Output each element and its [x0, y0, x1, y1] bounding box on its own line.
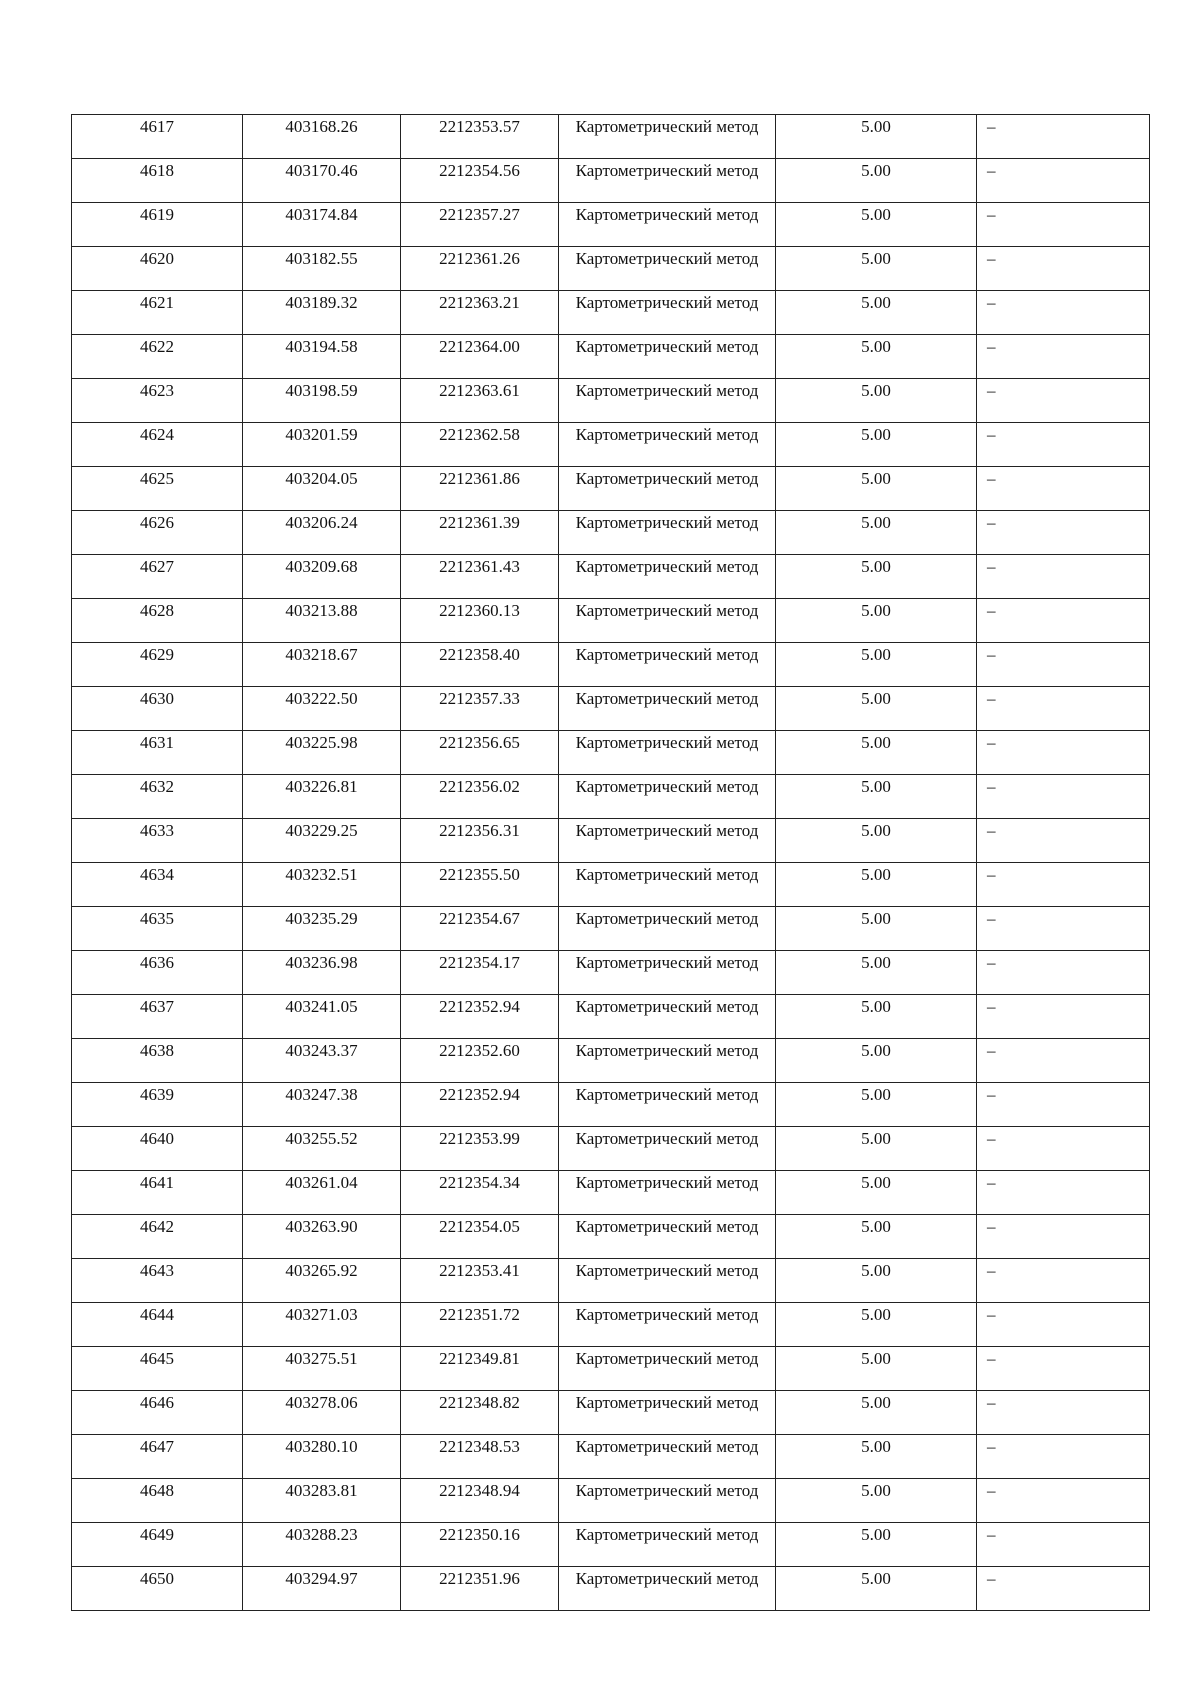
table-row: [72, 643, 1150, 687]
cell-point-number: 4647: [72, 1435, 243, 1479]
cell-point-number: 4626: [72, 511, 243, 555]
table-row: [72, 1479, 1150, 1523]
cell-method: Картометрический метод: [559, 687, 776, 731]
table-row: [72, 1083, 1150, 1127]
cell-note: –: [977, 159, 1150, 203]
cell-y-coordinate: 2212348.53: [401, 1435, 559, 1479]
cell-x-coordinate: 403243.37: [243, 1039, 401, 1083]
cell-accuracy: 5.00: [776, 599, 977, 643]
cell-note: –: [977, 1259, 1150, 1303]
table-row: [72, 731, 1150, 775]
cell-point-number: 4639: [72, 1083, 243, 1127]
cell-y-coordinate: 2212351.96: [401, 1567, 559, 1611]
cell-note: –: [977, 819, 1150, 863]
cell-method: Картометрический метод: [559, 555, 776, 599]
cell-method: Картометрический метод: [559, 1259, 776, 1303]
cell-x-coordinate: 403278.06: [243, 1391, 401, 1435]
cell-x-coordinate: 403194.58: [243, 335, 401, 379]
cell-note: –: [977, 599, 1150, 643]
cell-x-coordinate: 403174.84: [243, 203, 401, 247]
cell-point-number: 4645: [72, 1347, 243, 1391]
table-row: [72, 115, 1150, 159]
cell-method: Картометрический метод: [559, 291, 776, 335]
cell-y-coordinate: 2212363.21: [401, 291, 559, 335]
cell-note: –: [977, 687, 1150, 731]
cell-y-coordinate: 2212354.56: [401, 159, 559, 203]
table-row: [72, 599, 1150, 643]
cell-accuracy: 5.00: [776, 115, 977, 159]
cell-note: –: [977, 511, 1150, 555]
cell-method: Картометрический метод: [559, 1435, 776, 1479]
cell-point-number: 4632: [72, 775, 243, 819]
cell-point-number: 4642: [72, 1215, 243, 1259]
cell-accuracy: 5.00: [776, 643, 977, 687]
cell-accuracy: 5.00: [776, 951, 977, 995]
cell-note: –: [977, 1479, 1150, 1523]
cell-accuracy: 5.00: [776, 1523, 977, 1567]
cell-x-coordinate: 403241.05: [243, 995, 401, 1039]
cell-accuracy: 5.00: [776, 335, 977, 379]
cell-note: –: [977, 379, 1150, 423]
coordinates-table: [71, 114, 1150, 1611]
cell-method: Картометрический метод: [559, 1523, 776, 1567]
cell-note: –: [977, 1127, 1150, 1171]
cell-x-coordinate: 403288.23: [243, 1523, 401, 1567]
cell-point-number: 4618: [72, 159, 243, 203]
cell-note: –: [977, 335, 1150, 379]
cell-note: –: [977, 555, 1150, 599]
table-row: [72, 819, 1150, 863]
cell-accuracy: 5.00: [776, 1347, 977, 1391]
cell-method: Картометрический метод: [559, 1479, 776, 1523]
cell-accuracy: 5.00: [776, 247, 977, 291]
cell-y-coordinate: 2212354.34: [401, 1171, 559, 1215]
cell-method: Картометрический метод: [559, 1347, 776, 1391]
cell-accuracy: 5.00: [776, 1171, 977, 1215]
cell-x-coordinate: 403206.24: [243, 511, 401, 555]
cell-note: –: [977, 995, 1150, 1039]
cell-point-number: 4627: [72, 555, 243, 599]
cell-note: –: [977, 643, 1150, 687]
cell-point-number: 4635: [72, 907, 243, 951]
table-row: [72, 863, 1150, 907]
cell-note: –: [977, 115, 1150, 159]
table-row: [72, 423, 1150, 467]
cell-method: Картометрический метод: [559, 599, 776, 643]
table-row: [72, 1347, 1150, 1391]
cell-method: Картометрический метод: [559, 1391, 776, 1435]
cell-y-coordinate: 2212354.67: [401, 907, 559, 951]
cell-note: –: [977, 1347, 1150, 1391]
cell-x-coordinate: 403283.81: [243, 1479, 401, 1523]
cell-method: Картометрический метод: [559, 995, 776, 1039]
cell-x-coordinate: 403275.51: [243, 1347, 401, 1391]
cell-y-coordinate: 2212348.94: [401, 1479, 559, 1523]
cell-point-number: 4640: [72, 1127, 243, 1171]
cell-point-number: 4648: [72, 1479, 243, 1523]
cell-x-coordinate: 403294.97: [243, 1567, 401, 1611]
cell-point-number: 4641: [72, 1171, 243, 1215]
cell-accuracy: 5.00: [776, 1127, 977, 1171]
cell-y-coordinate: 2212355.50: [401, 863, 559, 907]
cell-note: –: [977, 1391, 1150, 1435]
cell-point-number: 4633: [72, 819, 243, 863]
cell-x-coordinate: 403201.59: [243, 423, 401, 467]
table-row: [72, 687, 1150, 731]
cell-y-coordinate: 2212350.16: [401, 1523, 559, 1567]
cell-y-coordinate: 2212354.05: [401, 1215, 559, 1259]
cell-y-coordinate: 2212349.81: [401, 1347, 559, 1391]
cell-point-number: 4636: [72, 951, 243, 995]
cell-note: –: [977, 247, 1150, 291]
cell-accuracy: 5.00: [776, 423, 977, 467]
cell-note: –: [977, 951, 1150, 995]
cell-y-coordinate: 2212364.00: [401, 335, 559, 379]
cell-x-coordinate: 403218.67: [243, 643, 401, 687]
cell-x-coordinate: 403189.32: [243, 291, 401, 335]
table-row: [72, 1259, 1150, 1303]
cell-x-coordinate: 403209.68: [243, 555, 401, 599]
cell-x-coordinate: 403213.88: [243, 599, 401, 643]
cell-note: –: [977, 907, 1150, 951]
cell-method: Картометрический метод: [559, 1083, 776, 1127]
table-row: [72, 1523, 1150, 1567]
cell-method: Картометрический метод: [559, 1171, 776, 1215]
cell-note: –: [977, 775, 1150, 819]
cell-method: Картометрический метод: [559, 511, 776, 555]
cell-method: Картометрический метод: [559, 643, 776, 687]
table-row: [72, 1127, 1150, 1171]
cell-method: Картометрический метод: [559, 203, 776, 247]
table-row: [72, 555, 1150, 599]
cell-method: Картометрический метод: [559, 159, 776, 203]
cell-point-number: 4620: [72, 247, 243, 291]
cell-x-coordinate: 403222.50: [243, 687, 401, 731]
cell-point-number: 4624: [72, 423, 243, 467]
cell-accuracy: 5.00: [776, 203, 977, 247]
cell-note: –: [977, 1523, 1150, 1567]
cell-y-coordinate: 2212354.17: [401, 951, 559, 995]
cell-x-coordinate: 403229.25: [243, 819, 401, 863]
cell-point-number: 4643: [72, 1259, 243, 1303]
cell-x-coordinate: 403168.26: [243, 115, 401, 159]
cell-method: Картометрический метод: [559, 115, 776, 159]
cell-y-coordinate: 2212358.40: [401, 643, 559, 687]
cell-point-number: 4617: [72, 115, 243, 159]
cell-point-number: 4638: [72, 1039, 243, 1083]
cell-point-number: 4634: [72, 863, 243, 907]
cell-method: Картометрический метод: [559, 379, 776, 423]
cell-y-coordinate: 2212362.58: [401, 423, 559, 467]
cell-y-coordinate: 2212361.26: [401, 247, 559, 291]
cell-x-coordinate: 403236.98: [243, 951, 401, 995]
cell-method: Картометрический метод: [559, 1215, 776, 1259]
cell-point-number: 4646: [72, 1391, 243, 1435]
cell-y-coordinate: 2212363.61: [401, 379, 559, 423]
cell-method: Картометрический метод: [559, 423, 776, 467]
cell-method: Картометрический метод: [559, 1127, 776, 1171]
table-row: [72, 511, 1150, 555]
cell-x-coordinate: 403232.51: [243, 863, 401, 907]
cell-y-coordinate: 2212352.60: [401, 1039, 559, 1083]
cell-note: –: [977, 1215, 1150, 1259]
cell-accuracy: 5.00: [776, 995, 977, 1039]
cell-note: –: [977, 1171, 1150, 1215]
cell-y-coordinate: 2212351.72: [401, 1303, 559, 1347]
cell-method: Картометрический метод: [559, 731, 776, 775]
cell-note: –: [977, 731, 1150, 775]
cell-y-coordinate: 2212356.31: [401, 819, 559, 863]
cell-point-number: 4621: [72, 291, 243, 335]
cell-accuracy: 5.00: [776, 379, 977, 423]
table-row: [72, 1039, 1150, 1083]
cell-y-coordinate: 2212352.94: [401, 995, 559, 1039]
cell-y-coordinate: 2212356.02: [401, 775, 559, 819]
cell-point-number: 4637: [72, 995, 243, 1039]
cell-point-number: 4628: [72, 599, 243, 643]
table-row: [72, 775, 1150, 819]
cell-accuracy: 5.00: [776, 819, 977, 863]
cell-accuracy: 5.00: [776, 1303, 977, 1347]
cell-y-coordinate: 2212353.41: [401, 1259, 559, 1303]
cell-note: –: [977, 1083, 1150, 1127]
cell-x-coordinate: 403170.46: [243, 159, 401, 203]
table-row: [72, 951, 1150, 995]
cell-point-number: 4623: [72, 379, 243, 423]
cell-method: Картометрический метод: [559, 951, 776, 995]
cell-note: –: [977, 1435, 1150, 1479]
table-row: [72, 1215, 1150, 1259]
cell-y-coordinate: 2212357.27: [401, 203, 559, 247]
cell-note: –: [977, 291, 1150, 335]
cell-x-coordinate: 403271.03: [243, 1303, 401, 1347]
cell-x-coordinate: 403263.90: [243, 1215, 401, 1259]
cell-point-number: 4644: [72, 1303, 243, 1347]
cell-accuracy: 5.00: [776, 511, 977, 555]
cell-accuracy: 5.00: [776, 1391, 977, 1435]
table-row: [72, 291, 1150, 335]
cell-x-coordinate: 403225.98: [243, 731, 401, 775]
table-row: [72, 1391, 1150, 1435]
cell-accuracy: 5.00: [776, 863, 977, 907]
cell-note: –: [977, 467, 1150, 511]
cell-y-coordinate: 2212352.94: [401, 1083, 559, 1127]
cell-accuracy: 5.00: [776, 775, 977, 819]
cell-x-coordinate: 403265.92: [243, 1259, 401, 1303]
cell-method: Картометрический метод: [559, 247, 776, 291]
cell-accuracy: 5.00: [776, 687, 977, 731]
cell-method: Картометрический метод: [559, 1303, 776, 1347]
table-row: [72, 907, 1150, 951]
cell-x-coordinate: 403247.38: [243, 1083, 401, 1127]
cell-note: –: [977, 1567, 1150, 1611]
cell-accuracy: 5.00: [776, 1435, 977, 1479]
cell-method: Картометрический метод: [559, 1567, 776, 1611]
cell-accuracy: 5.00: [776, 1567, 977, 1611]
table-row: [72, 1303, 1150, 1347]
table-row: [72, 995, 1150, 1039]
cell-x-coordinate: 403280.10: [243, 1435, 401, 1479]
cell-note: –: [977, 1303, 1150, 1347]
cell-point-number: 4630: [72, 687, 243, 731]
table-row: [72, 335, 1150, 379]
table-row: [72, 203, 1150, 247]
cell-x-coordinate: 403255.52: [243, 1127, 401, 1171]
cell-point-number: 4619: [72, 203, 243, 247]
cell-point-number: 4625: [72, 467, 243, 511]
cell-method: Картометрический метод: [559, 1039, 776, 1083]
cell-y-coordinate: 2212361.86: [401, 467, 559, 511]
cell-note: –: [977, 863, 1150, 907]
cell-accuracy: 5.00: [776, 159, 977, 203]
cell-x-coordinate: 403198.59: [243, 379, 401, 423]
cell-y-coordinate: 2212353.99: [401, 1127, 559, 1171]
cell-method: Картометрический метод: [559, 863, 776, 907]
cell-accuracy: 5.00: [776, 291, 977, 335]
cell-method: Картометрический метод: [559, 467, 776, 511]
cell-accuracy: 5.00: [776, 1215, 977, 1259]
cell-accuracy: 5.00: [776, 555, 977, 599]
cell-accuracy: 5.00: [776, 731, 977, 775]
table-row: [72, 1171, 1150, 1215]
table-row: [72, 1567, 1150, 1611]
cell-x-coordinate: 403235.29: [243, 907, 401, 951]
cell-point-number: 4650: [72, 1567, 243, 1611]
cell-accuracy: 5.00: [776, 1039, 977, 1083]
cell-method: Картометрический метод: [559, 335, 776, 379]
table-row: [72, 379, 1150, 423]
cell-method: Картометрический метод: [559, 775, 776, 819]
cell-accuracy: 5.00: [776, 1259, 977, 1303]
cell-x-coordinate: 403182.55: [243, 247, 401, 291]
cell-accuracy: 5.00: [776, 1479, 977, 1523]
cell-note: –: [977, 203, 1150, 247]
cell-y-coordinate: 2212357.33: [401, 687, 559, 731]
cell-y-coordinate: 2212348.82: [401, 1391, 559, 1435]
cell-accuracy: 5.00: [776, 1083, 977, 1127]
cell-x-coordinate: 403204.05: [243, 467, 401, 511]
table-row: [72, 1435, 1150, 1479]
cell-note: –: [977, 423, 1150, 467]
cell-accuracy: 5.00: [776, 907, 977, 951]
cell-point-number: 4629: [72, 643, 243, 687]
cell-y-coordinate: 2212356.65: [401, 731, 559, 775]
cell-method: Картометрический метод: [559, 907, 776, 951]
cell-x-coordinate: 403261.04: [243, 1171, 401, 1215]
cell-y-coordinate: 2212361.39: [401, 511, 559, 555]
cell-point-number: 4631: [72, 731, 243, 775]
cell-x-coordinate: 403226.81: [243, 775, 401, 819]
table-row: [72, 247, 1150, 291]
cell-y-coordinate: 2212360.13: [401, 599, 559, 643]
cell-method: Картометрический метод: [559, 819, 776, 863]
cell-y-coordinate: 2212361.43: [401, 555, 559, 599]
cell-note: –: [977, 1039, 1150, 1083]
cell-point-number: 4649: [72, 1523, 243, 1567]
table-body: [72, 115, 1150, 1611]
table-row: [72, 159, 1150, 203]
cell-y-coordinate: 2212353.57: [401, 115, 559, 159]
cell-accuracy: 5.00: [776, 467, 977, 511]
table-row: [72, 467, 1150, 511]
cell-point-number: 4622: [72, 335, 243, 379]
